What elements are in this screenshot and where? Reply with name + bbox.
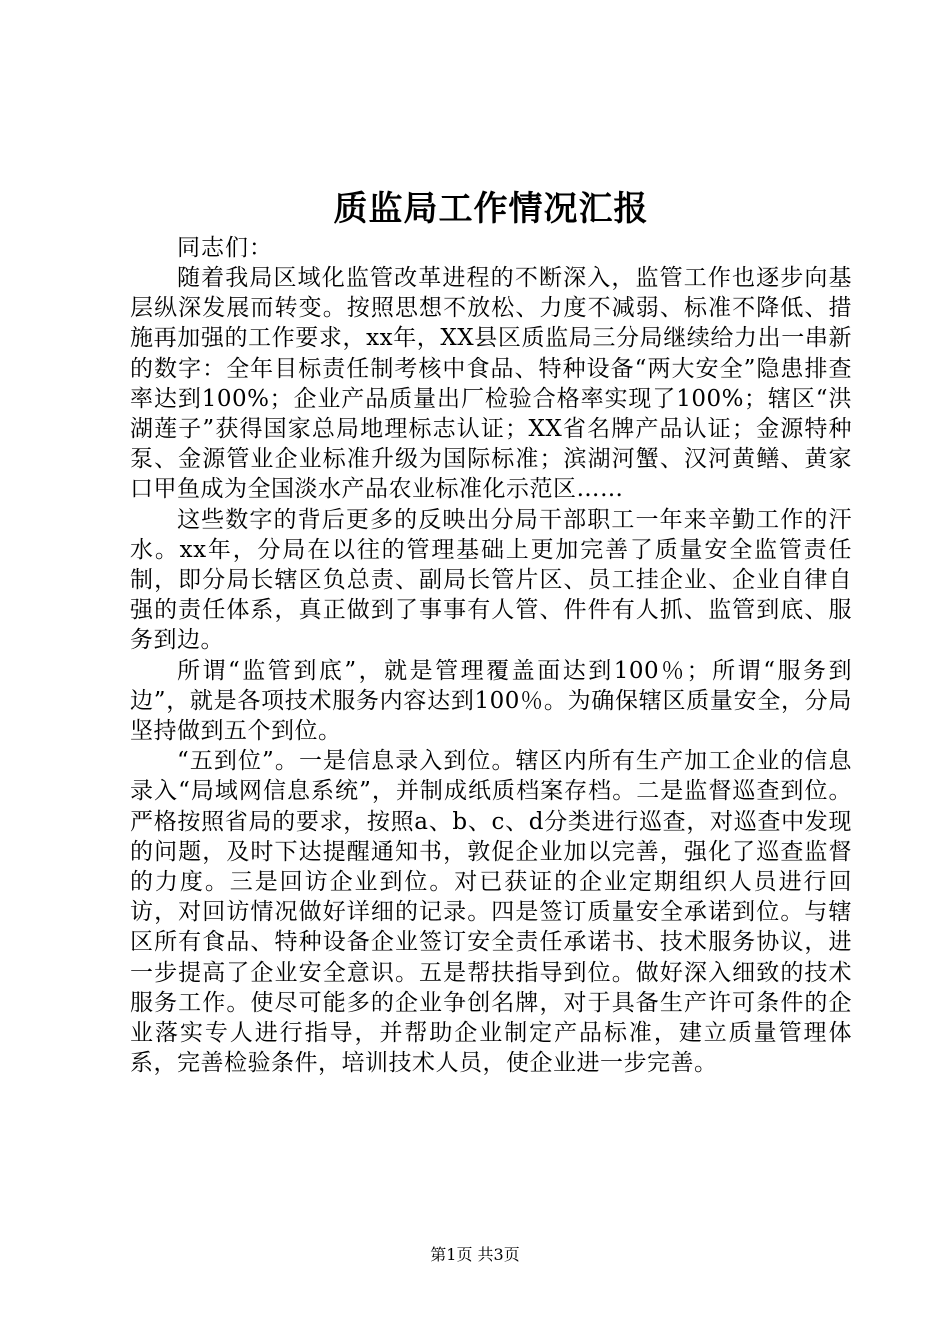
page-footer: 第1页 共3页 <box>430 1245 520 1264</box>
document-title: 质监局工作情况汇报 <box>333 189 649 229</box>
document-body <box>130 185 852 1078</box>
salutation: 同志们： <box>177 235 273 261</box>
paragraph-4: “五到位”。一是信息录入到位。辖区内所有生产加工企业的信息录入“局域网信息系统”，并制成纸质档案存档。二是监督巡查到位。严格按照省局的要求，按照a、b、c、d分类进行巡查，对巡查中发现的问题，及时下达提醒通知书，敦促企业加以完善，强化了巡查监督的力度。三是回访企业到位。对已获证的企业定期组织人员进行回访，对回访情况做好详细的记录。四是签订质量安全承诺到位。与辖区所有食品、特种设备企业签订安全责任承诺书、技术服务协议，进一步提高了企业安全意识。五是帮扶指导到位。做好深入细致的技术服务工作。使尽可能多的企业争创名牌，对于具备生产许可条件的企业落实专人进行指导，并帮助企业制定产品标准，建立质量管理体系，完善检验条件，培训技术人员，使企业进一步完善。 <box>130 748 852 1077</box>
paragraph-3: 所谓“监管到底”，就是管理覆盖面达到100％；所谓“服务到边”，就是各项技术服务内容达到100％。为确保辖区质量安全，分局坚持做到五个到位。 <box>130 657 852 745</box>
paragraph-2: 这些数字的背后更多的反映出分局干部职工一年来辛勤工作的汗水。xx年，分局在以往的管理基础上更加完善了质量安全监管责任制，即分局长辖区负总责、副局长管片区、员工挂企业、企业自律自强的责任体系，真正做到了事事有人管、件件有人抓、监管到底、服务到边。 <box>130 506 852 654</box>
paragraph-1: 随着我局区域化监管改革进程的不断深入，监管工作也逐步向基层纵深发展而转变。按照思想不放松、力度不减弱、标准不降低、措施再加强的工作要求，xx年，XX县区质监局三分局继续给力出一串新的数字：全年目标责任制考核中食品、特种设备“两大安全”隐患排查率达到100%；企业产品质量出厂检验合格率实现了100%；辖区“洪湖莲子”获得国家总局地理标志认证；XX省名牌产品认证；金源特种泵、金源管业企业标准升级为国际标准；滨湖河蟹、汉河黄鳝、黄家口甲鱼成为全国淡水产品农业标准化示范区…… <box>130 265 852 503</box>
